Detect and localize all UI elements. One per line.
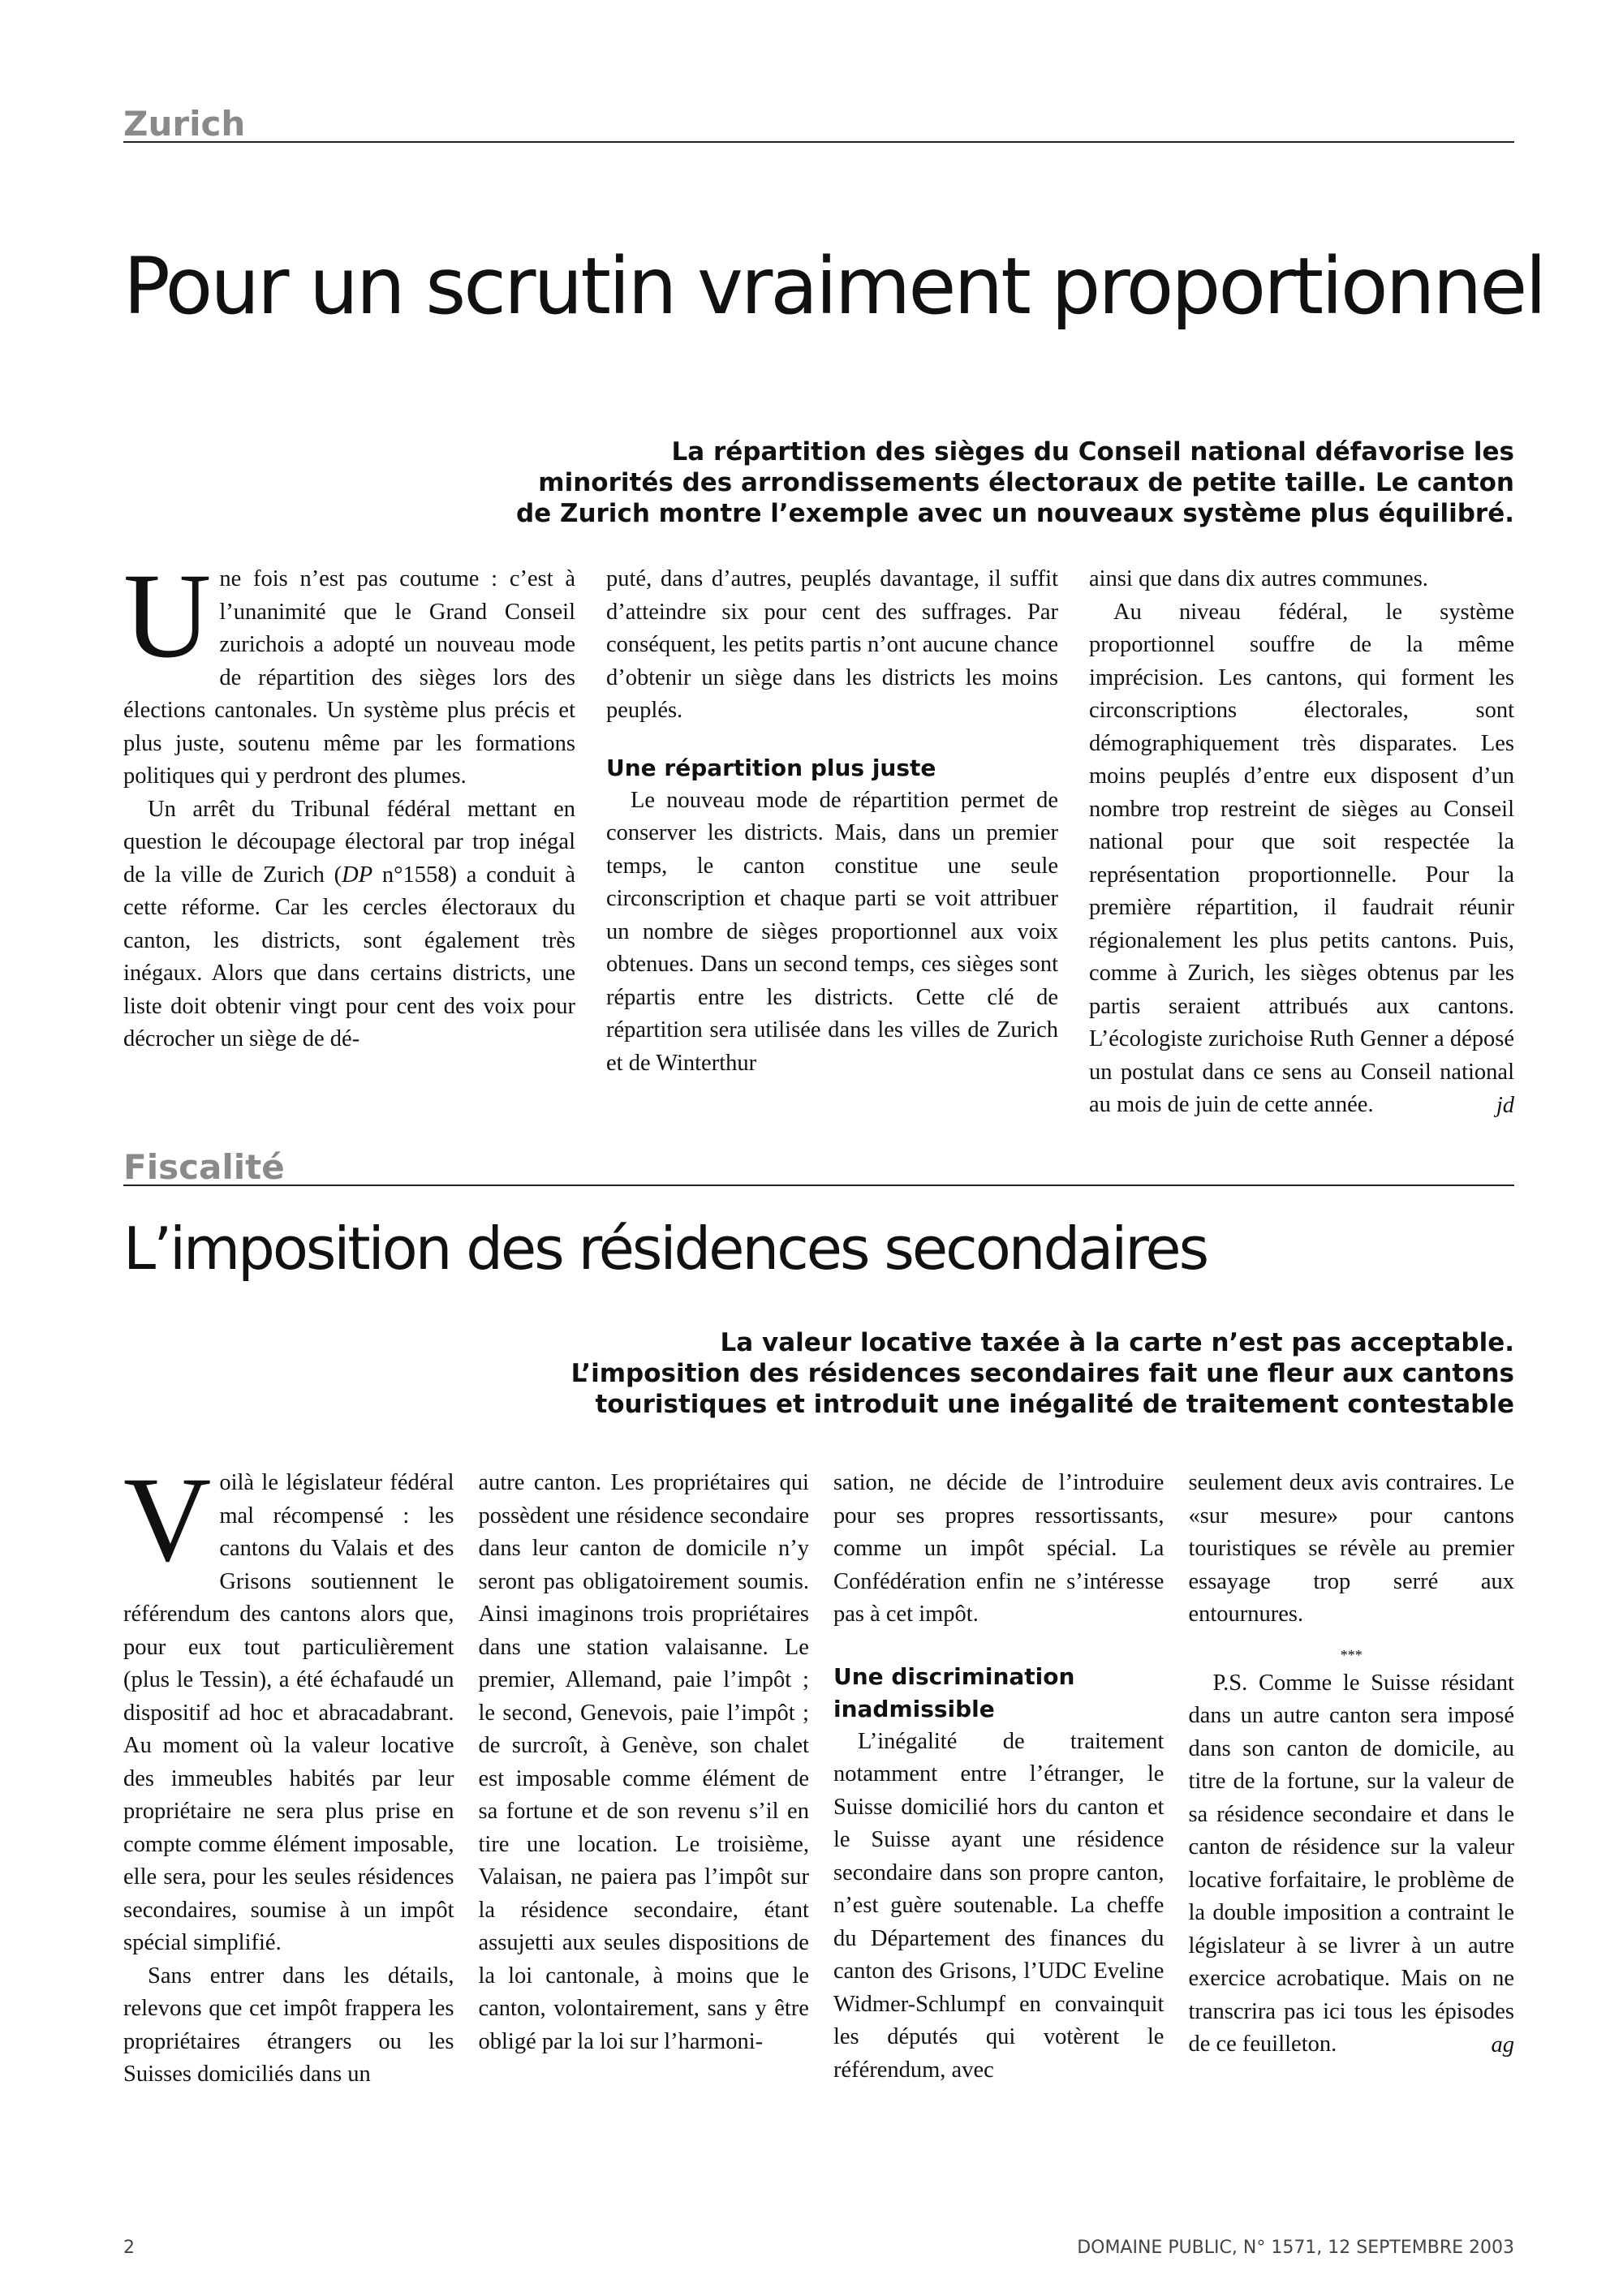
article-body xyxy=(123,1452,1514,2092)
section-rubric-zurich xyxy=(123,104,1514,144)
subheading: Une répartition plus juste xyxy=(606,754,936,781)
author-signature: ag xyxy=(1491,2032,1514,2057)
paragraph: P.S. Comme le Suisse résidant dans un autre canton sera imposé dans son canton de domicile, au titre de la fortune, sur la valeur de sa résidence secondaire et dans le canton de résidence sur la valeur locative forfaitaire, le problème de la double imposition a contraint le législateur à se livrer à un autre exercice acrobatique. Mais on ne transcrira pas ici tous les épisodes de ce feuilleton. xyxy=(1188,1670,1514,2057)
paragraph: puté, dans d’autres, peuplés davantage, il suffit d’atteindre six pour cent des suffrages. Par conséquent, les petits partis n’ont aucune chance d’obtenir un siège dans les districts les moins peuplés. xyxy=(606,566,1058,723)
paragraph: Un arrêt du Tribunal fédéral mettant en question le découpage électoral par trop inégal de la ville de Zurich (DP n°1558) a conduit à cette réforme. Car les cercles électoraux du canton, les districts, sont également très inégaux. Alors que dans certains districts, une liste doit obtenir vingt pour cent des voix pour décrocher un siège de dé- xyxy=(123,796,575,1051)
article-lead: La valeur locative taxée à la carte n’est pas acceptable. L’imposition des résidences secondaires fait une fleur aux cantons touristiques et introduit une inégalité de traitement contestable xyxy=(570,1328,1514,1419)
author-signature: jd xyxy=(1496,1092,1514,1118)
column-4 xyxy=(1188,1467,1514,2092)
article-title: Pour un scrutin vraiment proportionnel xyxy=(123,241,1545,332)
paragraph: L’inégalité de traitement notamment entre l’étranger, le Suisse domicilié hors du canton et le Suisse ayant une résidence secondaire dans son propre canton, n’est guère soutenable. La cheffe du Département des finances du canton des Grisons, l’UDC Eveline Widmer-Schlumpf en convainquit les députés qui votèrent le référendum, avec xyxy=(833,1728,1165,2083)
paragraph: sation, ne décide de l’introduire pour ses propres ressortissants, comme un impôt spécial. La Confédération enfin ne s’intéresse pas à cet impôt. xyxy=(833,1470,1165,1627)
paragraph: Sans entrer dans les détails, relevons que cet impôt frappera les propriétaires étrangers ou les Suisses domiciliés dans un xyxy=(123,1963,454,2087)
paragraph: ainsi que dans dix autres communes. xyxy=(1089,566,1428,591)
subheading: Une discrimination inadmissible xyxy=(833,1662,1075,1722)
drop-cap: U xyxy=(123,548,212,683)
article-title: L’imposition des résidences secondaires xyxy=(123,1215,1208,1283)
column-3 xyxy=(1089,563,1514,1122)
publication-info: DOMAINE PUBLIC, N° 1571, 12 SEPTEMBRE 2003 xyxy=(1077,2238,1514,2258)
column-3 xyxy=(833,1467,1164,2092)
rubric-label: Zurich xyxy=(123,104,246,144)
column-1 xyxy=(123,548,575,1122)
paragraph: Au niveau fédéral, le système proportionnel souffre de la même imprécision. Les cantons, qui forment les circonscriptions électorales, sont démographiquement très disparates. Les moins peuplés d’entre eux disposent d’un nombre trop restreint de sièges au Conseil national pour que soit respectée la représentation proportionnelle. Pour la première répartition, il faudrait réunir régionalement les plus petits cantons. Puis, comme à Zurich, les sièges obtenus par les partis seraient attribués aux cantons. L’écologiste zurichoise Ruth Genner a déposé un postulat dans ce sens au Conseil national au mois de juin de cette année. xyxy=(1089,599,1514,1117)
paragraph: seulement deux avis contraires. Le «sur mesure» pour cantons touristiques se révèle au premier essayage trop serré aux entournures. xyxy=(1188,1470,1514,1627)
column-2 xyxy=(478,1467,808,2092)
paragraph: Le nouveau mode de répartition permet de conserver les districts. Mais, dans un premier temps, le canton constitue une seule circonscription et chaque parti se voit attribuer un nombre de sièges proportionnel aux voix obtenues. Dans un second temps, ces sièges sont répartis entre les districts. Cette clé de répartition sera utilisée dans les villes de Zurich et de Winterthur xyxy=(606,787,1058,1076)
column-1 xyxy=(123,1452,454,2092)
paragraph: Voilà le législateur fédéral mal récompensé : les cantons du Valais et des Grisons soutiennent le référendum des cantons alors que, pour eux tout particulièrement (plus le Tessin), a été échafaudé un dispositif ad hoc et abracadabrant. Au moment où la valeur locative des immeubles habités par leur propriétaire ne sera plus prise en compte comme élément imposable, elle sera, pour les seules résidences secondaires, soumise à un impôt spécial simplifié. xyxy=(123,1452,454,1955)
article-body xyxy=(123,548,1514,1122)
page-number: 2 xyxy=(123,2238,135,2258)
section-rubric-fiscalite xyxy=(123,1147,1514,1187)
paragraph: Une fois n’est pas coutume : c’est à l’unanimité que le Grand Conseil zurichois a adopté un nouveau mode de répartition des sièges lors des élections cantonales. Un système plus précis et plus juste, soutenu même par les formations politiques qui y perdront des plumes. xyxy=(123,548,575,789)
drop-cap: V xyxy=(123,1452,212,1587)
rubric-label: Fiscalité xyxy=(123,1147,285,1187)
paragraph: autre canton. Les propriétaires qui possèdent une résidence secondaire dans leur canton de domicile n’y seront pas obligatoirement soumis. Ainsi imaginons trois propriétaires dans une station valaisanne. Le premier, Allemand, paie l’impôt ; le second, Genevois, paie l’impôt ; de surcroît, à Genève, son chalet est imposable comme élément de sa fortune et de son revenu s’il en tire une location. Le troisième, Valaisan, ne paiera pas l’impôt sur la résidence secondaire, étant assujetti aux seules dispositions de la loi cantonale, à moins que le canton, volontairement, sans y être obligé par la loi sur l’harmoni- xyxy=(478,1470,809,2054)
section-separator: *** xyxy=(1340,1646,1363,1663)
article-lead: La répartition des sièges du Conseil national défavorise les minorités des arrondissements électoraux de petite taille. Le canton de Zurich montre l’exemple avec un nouveaux système plus équilibré. xyxy=(515,437,1514,528)
column-2 xyxy=(606,563,1058,1122)
